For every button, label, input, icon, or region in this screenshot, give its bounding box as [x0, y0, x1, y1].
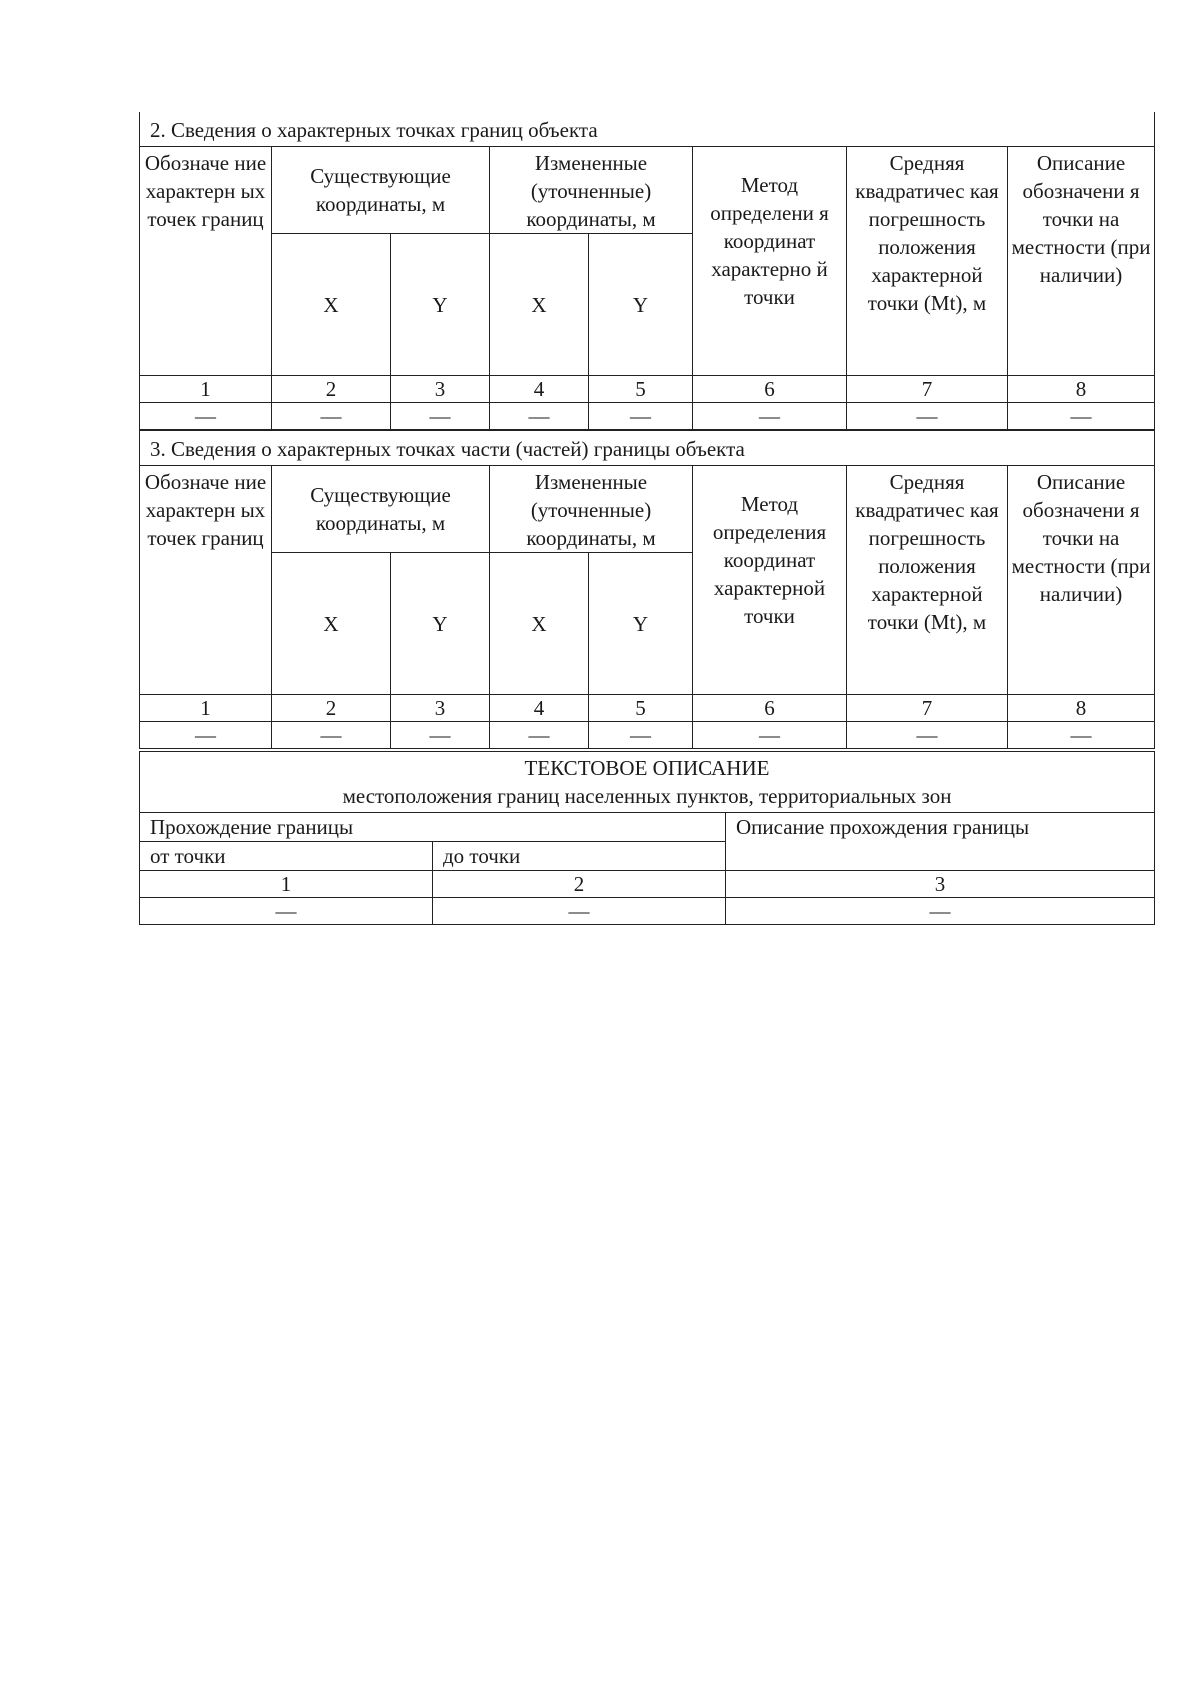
cell-value: —: [140, 722, 272, 749]
header-description: Описание обозначени я точки на местности (при наличии): [1008, 147, 1155, 376]
passage-header: Прохождение границы: [140, 813, 726, 842]
cell-value: —: [391, 403, 490, 430]
column-number: 7: [847, 695, 1008, 722]
cell-value: —: [693, 403, 847, 430]
column-number: 8: [1008, 695, 1155, 722]
cell-value: —: [726, 898, 1155, 925]
header-existing-coordinates: Существующие координаты, м: [272, 466, 490, 553]
header-method: Метод определени я координат характерно й точки: [693, 147, 847, 376]
cell-value: —: [1008, 722, 1155, 749]
column-number: 4: [490, 695, 589, 722]
column-number: 3: [726, 871, 1155, 898]
table-row: [140, 898, 1155, 925]
passage-description-header: Описание прохождения границы: [726, 813, 1155, 871]
column-number: 8: [1008, 376, 1155, 403]
section-3-title: 3. Сведения о характерных точках части (частей) границы объекта: [140, 431, 1155, 466]
header-method: Метод определения координат характерной точки: [693, 466, 847, 695]
header-existing-y: Y: [391, 234, 490, 376]
header-changed-coordinates: Измененные (уточненные) координаты, м: [490, 466, 693, 553]
header-designation: Обозначе ние характерн ых точек границ: [140, 147, 272, 376]
header-changed-y: Y: [589, 553, 693, 695]
column-number: 5: [589, 376, 693, 403]
header-changed-y: Y: [589, 234, 693, 376]
column-number: 1: [140, 376, 272, 403]
cell-value: —: [140, 898, 433, 925]
column-number: 5: [589, 695, 693, 722]
text-description-subtitle: местоположения границ населенных пунктов, территориальных зон: [342, 784, 952, 808]
header-changed-x: X: [490, 234, 589, 376]
column-number: 7: [847, 376, 1008, 403]
column-number: 6: [693, 376, 847, 403]
column-number: 3: [391, 695, 490, 722]
cell-value: —: [847, 722, 1008, 749]
table-row: [140, 403, 1155, 430]
text-description-header: [140, 752, 1155, 813]
header-changed-coordinates: Измененные (уточненные) координаты, м: [490, 147, 693, 234]
header-error: Средняя квадратичес кая погрешность положения характерной точки (Mt), м: [847, 147, 1008, 376]
column-number: 1: [140, 871, 433, 898]
table-row: [140, 722, 1155, 749]
section-2-table: [139, 112, 1155, 430]
cell-value: —: [490, 722, 589, 749]
section-3-table: [139, 430, 1155, 749]
column-number: 6: [693, 695, 847, 722]
header-existing-x: X: [272, 234, 391, 376]
header-existing-coordinates: Существующие координаты, м: [272, 147, 490, 234]
cell-value: —: [391, 722, 490, 749]
header-description: Описание обозначени я точки на местности (при наличии): [1008, 466, 1155, 695]
cell-value: —: [847, 403, 1008, 430]
column-numbers-row: [140, 376, 1155, 403]
section-2-title: 2. Сведения о характерных точках границ объекта: [140, 112, 1155, 147]
text-description-table: [139, 751, 1155, 925]
column-number: 2: [272, 376, 391, 403]
cell-value: —: [272, 722, 391, 749]
header-existing-y: Y: [391, 553, 490, 695]
cell-value: —: [140, 403, 272, 430]
header-changed-x: X: [490, 553, 589, 695]
cell-value: —: [589, 403, 693, 430]
cell-value: —: [1008, 403, 1155, 430]
cell-value: —: [589, 722, 693, 749]
header-designation: Обозначе ние характерн ых точек границ: [140, 466, 272, 695]
column-numbers-row: [140, 695, 1155, 722]
header-existing-x: X: [272, 553, 391, 695]
cell-value: —: [693, 722, 847, 749]
column-number: 3: [391, 376, 490, 403]
cell-value: —: [490, 403, 589, 430]
cell-value: —: [433, 898, 726, 925]
column-number: 1: [140, 695, 272, 722]
column-number: 2: [272, 695, 391, 722]
cell-value: —: [272, 403, 391, 430]
header-error: Средняя квадратичес кая погрешность положения характерной точки (Mt), м: [847, 466, 1008, 695]
column-number: 2: [433, 871, 726, 898]
to-point-header: до точки: [433, 842, 726, 871]
column-numbers-row: [140, 871, 1155, 898]
column-number: 4: [490, 376, 589, 403]
text-description-title: ТЕКСТОВОЕ ОПИСАНИЕ: [524, 756, 770, 780]
document-page: [139, 112, 1154, 925]
from-point-header: от точки: [140, 842, 433, 871]
